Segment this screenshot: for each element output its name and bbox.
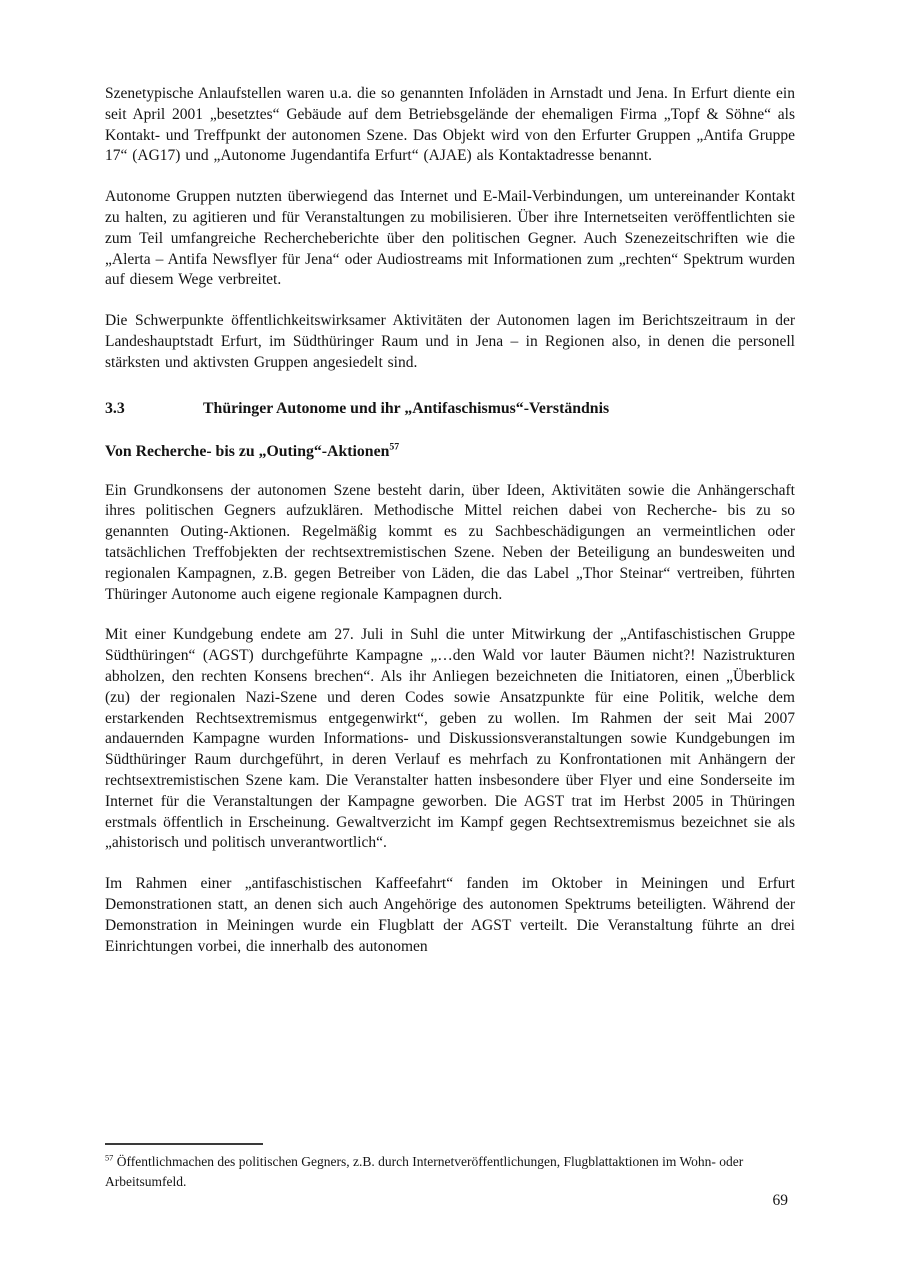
footnote-area	[105, 1143, 795, 1191]
body-paragraph: Die Schwerpunkte öffentlichkeitswirksamer Aktivitäten der Autonomen lagen im Berichtszeitraum in der Landeshauptstadt Erfurt, im Südthüringer Raum und in Jena – in Regionen also, in denen die personell stärksten und aktivsten Gruppen angesiedelt sind.	[105, 312, 795, 371]
subheading	[105, 441, 795, 462]
body-paragraph: Im Rahmen einer „antifaschistischen Kaffeefahrt“ fanden im Oktober in Meiningen und Erfurt Demonstrationen statt, an denen sich auch Angehörige des autonomen Spektrums beteiligten. Während der Demonstration in Meiningen wurde ein Flugblatt der AGST verteilt. Die Veranstaltung führte an drei Einrichtungen vorbei, die innerhalb des autonomen	[105, 875, 795, 955]
footnote-text: Öffentlichmachen des politischen Gegners, z.B. durch Internetveröffentlichungen, Flugblattaktionen im Wohn- oder Arbeitsumfeld.	[105, 1154, 744, 1189]
body-paragraph: Mit einer Kundgebung endete am 27. Juli in Suhl die unter Mitwirkung der „Antifaschistischen Gruppe Südthüringen“ (AGST) durchgeführte Kampagne „…den Wald vor lauter Bäumen nicht?! Nazistrukturen abholzen, den rechten Konsens brechen“. Als ihr Anliegen bezeichneten die Initiatoren, einen „Überblick (zu) der regionalen Nazi-Szene und deren Codes sowie Ansatzpunkte für eine Politik, welche dem erstarkenden Rechtsextremismus entgegenwirkt“, geben zu wollen. Im Rahmen der seit Mai 2007 andauernden Kampagne wurden Informations- und Diskussionsveranstaltungen sowie Kundgebungen im Südthüringer Raum durchgeführt, in deren Verlauf es mehrfach zu Konfrontationen mit Anhängern der rechtsextremistischen Szene kam. Die Veranstalter hatten insbesondere über Flyer und eine Sonderseite im Internet für die Veranstaltungen der Kampagne geworben. Die AGST trat im Herbst 2005 in Thüringen erstmals öffentlich in Erscheinung. Gewaltverzicht im Kampf gegen Rechtsextremismus bezeichnet sie als „ahistorisch und politisch unverantwortlich“.	[105, 626, 795, 852]
footnote-ref: 57	[389, 441, 400, 453]
section-heading	[105, 398, 795, 419]
section-title: Thüringer Autonome und ihr „Antifaschismus“-Verständnis	[203, 399, 610, 417]
section-number: 3.3	[105, 399, 125, 417]
body-paragraph: Autonome Gruppen nutzten überwiegend das Internet und E-Mail-Verbindungen, um untereinander Kontakt zu halten, zu agitieren und für Veranstaltungen zu mobilisieren. Über ihre Internetseiten veröffentlichten sie zum Teil umfangreiche Rechercheberichte über den politischen Gegner. Auch Szenezeitschriften wie die „Alerta – Antifa Newsflyer für Jena“ oder Audiostreams mit Informationen zum „rechten“ Spektrum wurden auf diesem Wege verbreitet.	[105, 188, 795, 289]
page-number: 69	[772, 1192, 788, 1209]
subheading-text: Von Recherche- bis zu „Outing“-Aktionen	[105, 442, 390, 460]
body-paragraph: Szenetypische Anlaufstellen waren u.a. die so genannten Infoläden in Arnstadt und Jena. In Erfurt diente ein seit April 2001 „besetztes“ Gebäude auf dem Betriebsgelände der ehemaligen Firma „Topf & Söhne“ als Kontakt- und Treffpunkt der autonomen Szene. Das Objekt wird von den Erfurter Gruppen „Antifa Gruppe 17“ (AG17) und „Autonome Jugendantifa Erfurt“ (AJAE) als Kontaktadresse benannt.	[105, 85, 795, 165]
footnote-marker: 57	[105, 1153, 114, 1163]
body-paragraph: Ein Grundkonsens der autonomen Szene besteht darin, über Ideen, Aktivitäten sowie die Anhängerschaft ihres politischen Gegners aufzuklären. Methodische Mittel reichen dabei von Recherche- bis zu so genannten Outing-Aktionen. Regelmäßig kommt es zu Sachbeschädigungen an vermeintlichen oder tatsächlichen Treffobjekten der rechtsextremistischen Szene. Neben der Beteiligung an bundesweiten und regionalen Kampagnen, z.B. gegen Betreiber von Läden, die das Label „Thor Steinar“ vertreiben, führten Thüringer Autonome auch eigene regionale Kampagnen durch.	[105, 481, 795, 603]
footnote	[105, 1152, 753, 1191]
footnote-rule	[105, 1143, 263, 1145]
text-column	[105, 84, 795, 957]
